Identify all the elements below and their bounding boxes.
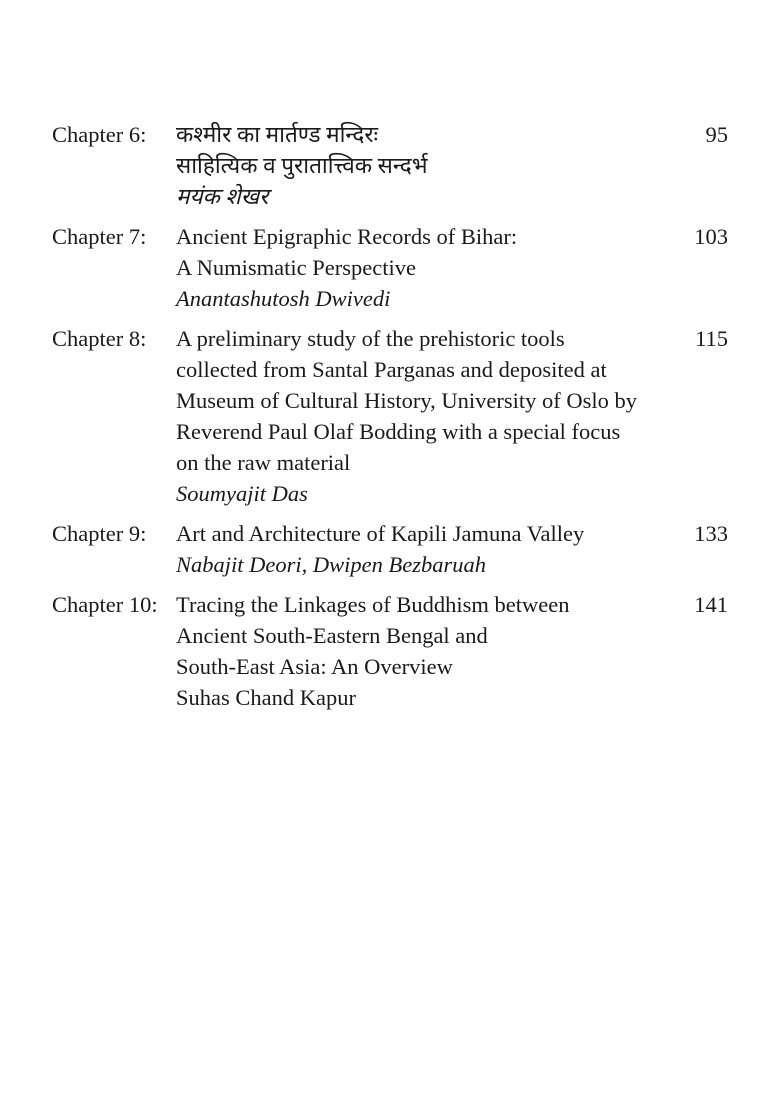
chapter-author: मयंक शेखर xyxy=(176,184,269,209)
chapter-title-line: Tracing the Linkages of Buddhism between xyxy=(176,592,570,617)
chapter-author: Soumyajit Das xyxy=(176,481,308,506)
chapter-title-line: कश्मीर का मार्तण्ड मन्दिरः xyxy=(176,122,379,147)
chapter-author: Nabajit Deori, Dwipen Bezbaruah xyxy=(176,552,486,577)
page-number: 115 xyxy=(695,326,728,351)
chapter-details xyxy=(176,323,668,509)
chapter-title-line: on the raw material xyxy=(176,450,351,475)
chapter-title-line: Ancient Epigraphic Records of Bihar: xyxy=(176,224,518,249)
chapter-label: Chapter 8: xyxy=(52,326,147,351)
chapter-title-line: South-East Asia: An Overview xyxy=(176,654,453,679)
chapter-title-line: Reverend Paul Olaf Bodding with a special focus xyxy=(176,419,621,444)
chapter-title-line: Ancient South-Eastern Bengal and xyxy=(176,623,488,648)
chapter-title-line: Art and Architecture of Kapili Jamuna Valley xyxy=(176,521,585,546)
chapter-label: Chapter 6: xyxy=(52,122,147,147)
chapter-label: Chapter 9: xyxy=(52,521,147,546)
chapter-details xyxy=(176,518,668,580)
page-number: 133 xyxy=(694,521,728,546)
toc-entry xyxy=(52,589,728,713)
chapter-details xyxy=(176,119,668,212)
toc-entry xyxy=(52,323,728,509)
chapter-details xyxy=(176,221,668,314)
page-number: 103 xyxy=(694,224,728,249)
chapter-author: Anantashutosh Dwivedi xyxy=(176,286,391,311)
chapter-label: Chapter 10: xyxy=(52,592,158,617)
chapter-author: Suhas Chand Kapur xyxy=(176,685,356,710)
chapter-title-line: A Numismatic Perspective xyxy=(176,255,416,280)
chapter-title-line: साहित्यिक व पुरातात्त्विक सन्दर्भ xyxy=(176,153,428,178)
chapter-label: Chapter 7: xyxy=(52,224,147,249)
page-number: 141 xyxy=(694,592,728,617)
chapter-details xyxy=(176,589,668,713)
page-number: 95 xyxy=(705,122,728,147)
chapter-title-line: collected from Santal Parganas and deposited at xyxy=(176,357,607,382)
toc-entry xyxy=(52,221,728,314)
toc-entry xyxy=(52,518,728,580)
chapter-title-line: A preliminary study of the prehistoric tools xyxy=(176,326,565,351)
chapter-title-line: Museum of Cultural History, University of Oslo by xyxy=(176,388,638,413)
table-of-contents xyxy=(52,119,728,722)
toc-entry xyxy=(52,119,728,212)
